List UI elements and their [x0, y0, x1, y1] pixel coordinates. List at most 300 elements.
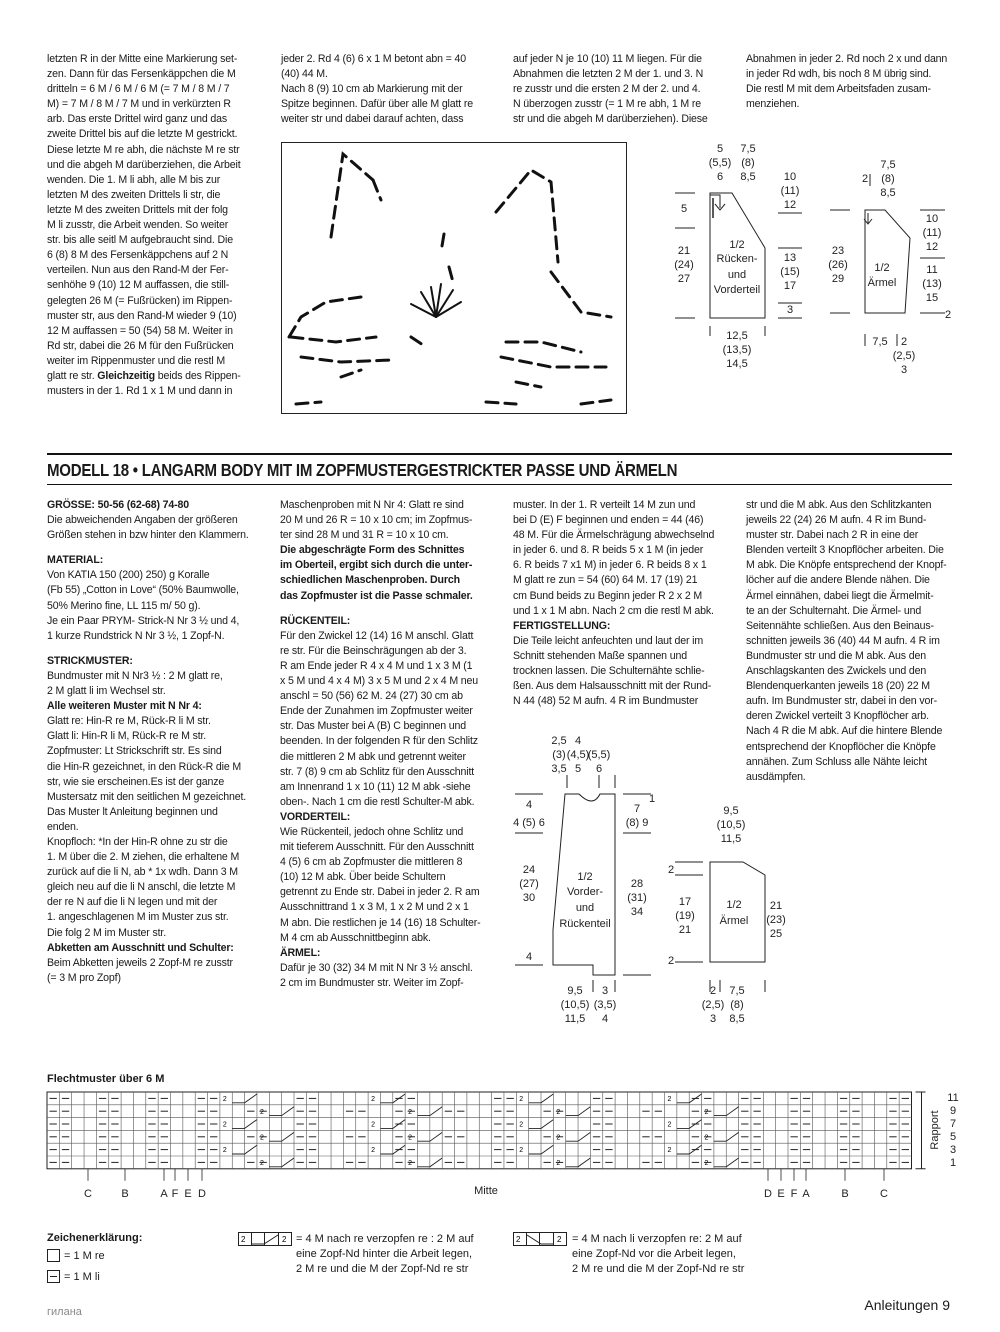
text-fragment: beids des Rippen-: [157, 369, 241, 382]
cable-left-mark-2: 2: [557, 1235, 562, 1244]
text-line: cm Bund beids zu Beginn jeder R 2 x 2 M: [513, 589, 703, 602]
ss-top-3: 11,5: [720, 833, 742, 845]
text-line: senhöhe 9 (10) 12 M auffassen, die still-: [47, 279, 230, 292]
sleeve-label-2: Ärmel: [867, 277, 897, 289]
sleeve-right-mid-2: (13): [922, 278, 942, 290]
sleeve-bottom2-2: (2,5): [892, 350, 916, 362]
bs-neck-small: 1: [648, 793, 656, 805]
text-line: musters in der 1. Rd 1 x 1 M und dann in: [47, 385, 233, 398]
knitting-chart: [45, 1090, 965, 1205]
top-col-3: [513, 52, 718, 127]
body-left-2: (24): [674, 259, 694, 271]
sleeve-left-3: 29: [831, 273, 845, 285]
body-left-3: 27: [677, 273, 691, 285]
text-line: str, wie sie erscheinen.Es ist der ganze: [47, 775, 225, 788]
text-line: glatt re str. Gleichzeitig beids des Rippen-: [47, 369, 241, 382]
cat-face-illustration: [281, 142, 627, 414]
label-C-right: C: [880, 1188, 888, 1200]
text-line: Die abgeschrägte Form des Schnittes: [280, 544, 465, 557]
bs-left-1: 24: [522, 864, 536, 876]
text-line: Die Teile leicht anfeuchten und laut der im: [513, 634, 704, 647]
text-line: ßen. Aus dem Halsausschnitt mit der Rund-: [513, 680, 712, 693]
text-line: (Fb 55) „Cotton in Love“ (50% Baumwolle,: [47, 584, 239, 597]
cable-right-symbol-icon: [238, 1232, 292, 1246]
text-line: 2 cm im Bundmuster str. Weiter im Zopf-: [280, 976, 464, 989]
bs-label-2: Vorder-: [566, 886, 604, 898]
text-line: oben-. Nach 1 cm die restl Schulter-M abk.: [280, 795, 475, 808]
cable-left-line-1: = 4 M nach li verzopfen re: 2 M auf: [572, 1233, 742, 1245]
label-D-left: D: [198, 1188, 206, 1200]
sleeve-right-small: 2: [944, 309, 952, 321]
text-line: gleich neu auf die li N anschl, die letzte M: [47, 881, 236, 894]
cable-num: 2: [222, 1147, 227, 1155]
cable-num: 2: [667, 1121, 672, 1129]
text-line: 2 M glatt li im Wechsel str.: [47, 685, 166, 698]
sleeve-bottom2-1: 2: [900, 336, 908, 348]
text-line: str. 7 (8) 9 cm ab Schlitz für den Ausschnitt: [280, 765, 475, 778]
text-line: schnitten jeweils 36 (40) 44 M aufn. 4 R im: [746, 634, 940, 647]
legend-item-re: [47, 1249, 105, 1262]
text-line: Größen stehen in bzw hinter den Klammern.: [47, 529, 249, 542]
cable-left-mark-1: 2: [516, 1235, 521, 1244]
text-line: M 4 cm ab Ausschnittbeginn abk.: [280, 931, 431, 944]
cable-num: 2: [704, 1134, 709, 1142]
spacer: [47, 644, 254, 654]
cable-num: 2: [519, 1096, 524, 1103]
text-line: und 1 x 1 M abn. Nach 2 cm die restl M abk.: [513, 604, 714, 617]
signature: гилана: [47, 1306, 82, 1318]
ss-right-2: (23): [766, 914, 786, 926]
body-schematic: [505, 730, 805, 1025]
ss-small-top: 2: [667, 864, 675, 876]
text-line: str und die M abk. Aus den Schlitzkanten: [746, 499, 932, 511]
text-line: 1. M über die 2. M ziehen, die erhaltene M: [47, 851, 240, 864]
cable-num: 2: [519, 1147, 524, 1155]
bs-top-a-3: 3,5: [551, 763, 567, 775]
bs-bottom-b-1: 3: [601, 985, 609, 997]
bs-top-a-1: 2,5: [551, 735, 567, 747]
body-right-top-2: (11): [780, 185, 800, 197]
row-number-5: 5: [949, 1131, 957, 1143]
row-number-3: 3: [949, 1144, 957, 1156]
text-line: M li zusstr, die Arbeit wenden. So weiter: [47, 219, 229, 232]
cable-num: 2: [259, 1108, 264, 1116]
text-line: VORDERTEIL:: [280, 810, 351, 823]
cable-right-mark-2: 2: [282, 1235, 287, 1244]
text-line: in jeder Rd wdh, bis noch 8 M übrig sind.: [746, 68, 932, 81]
sleeve-label-1: 1/2: [874, 262, 890, 274]
ss-left-2: (19): [675, 910, 695, 922]
text-line: bei D (E) F beginnen und enden = 44 (46): [513, 514, 704, 527]
ss-bottom-a-1: 2: [709, 985, 717, 997]
text-line: (= 3 M pro Zopf): [47, 971, 121, 984]
ss-bottom-b-2: (8): [730, 999, 744, 1011]
label-B-right: B: [841, 1188, 849, 1200]
text-line: Bundmuster str und die M abk. Aus den: [746, 649, 926, 662]
s2-col-1: [47, 498, 254, 986]
body-label-1: 1/2: [729, 239, 745, 251]
cable-num: 2: [222, 1121, 227, 1129]
text-line: 12 M auffassen = 50 (54) 58 M. Weiter in: [47, 324, 233, 337]
text-line: MATERIAL:: [47, 554, 104, 567]
cable-num: 2: [408, 1134, 413, 1142]
spacer: [280, 604, 487, 614]
text-line: zen. Dann für das Fersenkäppchen die M: [47, 68, 236, 81]
text-line: Die abweichenden Angaben der größeren: [47, 514, 238, 527]
text-line: te an der Schulternaht. Die Ärmel- und: [746, 604, 922, 617]
text-line: zurück auf die li N, ab * 1x wdh. Dann 3 M: [47, 866, 238, 879]
text-line: Anschlagskanten des Zwickels und den: [746, 665, 927, 678]
label-D-right: D: [764, 1188, 772, 1200]
text-line: mit tieferem Ausschnitt. Für den Ausschnitt: [280, 841, 474, 854]
text-line: dritteln = 6 M / 6 M / 6 M (= 7 M / 8 M / 7: [47, 83, 230, 96]
text-line: weiter im Rippenmuster und die restl M: [47, 354, 225, 367]
body-right-small: 3: [786, 304, 794, 316]
text-line: enden.: [47, 820, 79, 833]
label-E-right: E: [777, 1188, 785, 1200]
bs-left-small-2: 4 (5) 6: [513, 817, 545, 829]
sleeve-top-1: 7,5: [880, 159, 896, 171]
cable-num: 2: [556, 1160, 561, 1167]
bs-left-small-1: 4: [525, 799, 533, 811]
legend-re-text: = 1 M re: [64, 1249, 105, 1262]
spacer: [47, 543, 254, 553]
top-col-1: [47, 52, 252, 399]
legend-cable-left-text: [572, 1232, 772, 1277]
text-line: 20 M und 26 R = 10 x 10 cm; im Zopfmus-: [280, 514, 473, 527]
bs-left-2: (27): [519, 878, 539, 890]
bs-left-bottom: 4: [525, 951, 533, 963]
label-B-left: B: [121, 1188, 129, 1200]
text-line: Von KATIA 150 (200) 250) g Koralle: [47, 569, 210, 582]
text-line: 1 kurze Rundstrick N Nr 3 ½, 1 Zopf-N.: [47, 629, 225, 642]
text-line: Die restl M mit dem Arbeitsfaden zusam-: [746, 83, 931, 96]
bold-word: Gleichzeitig: [94, 369, 158, 382]
text-line: Glatt re: Hin-R re M, Rück-R li M str.: [47, 715, 211, 728]
bs-label-1: 1/2: [577, 871, 593, 883]
ss-small-bottom: 2: [667, 955, 675, 967]
bs-label-3: und: [575, 902, 595, 914]
text-line: letzte M des zweiten Drittels mit der folg: [47, 203, 228, 216]
title-rule-bottom: [47, 484, 952, 485]
body-right-mid-3: 17: [783, 280, 797, 292]
text-line: Abketten am Ausschnitt und Schulter:: [47, 941, 234, 954]
text-line: Rd str, dabei die 26 M für den Fußrücken: [47, 339, 234, 352]
text-line: Nach 8 (9) 10 cm ab Markierung mit der: [281, 83, 463, 96]
text-line: das Zopfmuster ist die Passe schmaler.: [280, 589, 473, 602]
text-line: (40) 44 M.: [281, 68, 328, 81]
body-left-small: 5: [680, 203, 688, 215]
label-F-left: F: [171, 1188, 179, 1200]
text-line: Für den Zwickel 12 (14) 16 M anschl. Glatt: [280, 629, 474, 642]
rapport-bracket: [916, 1092, 926, 1169]
text-line: muster. In der 1. R verteilt 14 M zun und: [513, 499, 696, 511]
cable-num: 2: [259, 1160, 264, 1167]
sleeve-right-mid-1: 11: [926, 264, 938, 276]
text-line: annähen. Zum Schluss alle Nähte leicht: [746, 755, 927, 768]
text-line: getrennt zu Ende str. Dabei in jeder 2. R am: [280, 886, 480, 899]
ss-top-1: 9,5: [723, 805, 739, 817]
ss-bottom-b-1: 7,5: [729, 985, 745, 997]
ss-left-1: 17: [678, 896, 692, 908]
row-number-11: 11: [947, 1092, 959, 1104]
cable-right-mark-1: 2: [241, 1235, 246, 1244]
text-line: N 44 (48) 52 M aufn. 4 R im Bundmuster: [513, 695, 699, 708]
bs-right-3: 34: [630, 906, 644, 918]
sleeve-right-top-2: (11): [922, 227, 942, 239]
bs-top-c-2: 6: [595, 763, 603, 775]
cable-num: 2: [408, 1108, 413, 1116]
text-line: aufn. Im Bundmuster str, dabei in den vor-: [746, 695, 937, 708]
body-bottom-3: 14,5: [726, 358, 748, 370]
text-line: muster str. Dabei nach 2 R in eine der: [746, 529, 919, 542]
bs-neck-2: (8) 9: [625, 817, 649, 829]
legend-cable-right-text: [296, 1232, 496, 1277]
ss-bottom-b-3: 8,5: [729, 1013, 745, 1025]
cable-right-line-3: 2 M re und die M der Zopf-Nd re str: [296, 1263, 469, 1275]
text-line: die Hin-R gezeichnet, in den Rück-R die M: [47, 760, 242, 773]
title-rule-top: [47, 453, 952, 455]
text-line: muster str, aus den Rand-M wieder 9 (10): [47, 309, 237, 322]
text-line: 4 (5) 6 cm ab Zopfmuster die mittleren 8: [280, 856, 463, 869]
cable-left-symbol-icon: [513, 1232, 567, 1246]
sleeve-left-2: (26): [828, 259, 848, 271]
cable-num: 2: [556, 1108, 561, 1116]
row-number-7: 7: [949, 1118, 957, 1130]
text-line: str und die abgeh M darüberziehen). Diese: [513, 113, 708, 126]
label-E-left: E: [184, 1188, 192, 1200]
body-bottom-2: (13,5): [722, 344, 752, 356]
text-line: Mustersatz mit den seitlichen M gezeichnet.: [47, 790, 247, 803]
body-right-top-1: 10: [783, 171, 797, 183]
sleeve-right-mid-3: 15: [925, 292, 939, 304]
text-line: Ausschnittrand 1 x 3 M, 1 x 2 M und 2 x 1: [280, 901, 469, 914]
text-line: Abnahmen in jeder 2. Rd noch 2 x und dann: [746, 53, 948, 65]
sleeve-left-1: 23: [831, 245, 845, 257]
sleeve-top-small: 2: [861, 173, 869, 185]
text-line: GRÖSSE: 50-56 (62-68) 74-80: [47, 499, 189, 511]
text-line: trocknen lassen. Die Schulternähte schlie-: [513, 665, 705, 678]
ss-label-2: Ärmel: [719, 915, 749, 927]
text-line: str. bis alle seitl M aufgebraucht sind. Die: [47, 234, 233, 247]
top-schematic: [670, 138, 955, 378]
text-line: Maschenproben mit N Nr 4: Glatt re sind: [280, 499, 464, 511]
text-line: (10) 12 M abk. Über beide Schultern: [280, 871, 446, 884]
cable-num: 2: [222, 1096, 227, 1103]
bs-bottom-a-1: 9,5: [567, 985, 583, 997]
text-line: Zopfmuster: Lt Strickschrift str. Es sind: [47, 745, 222, 758]
text-line: der re N auf die li N legen und mit der: [47, 896, 218, 909]
cable-num: 2: [667, 1147, 672, 1155]
text-line: weiter str und dabei darauf achten, dass: [281, 113, 464, 126]
text-line: letzten M des zweiten Drittels li str, die: [47, 188, 221, 201]
s2-col-2: [280, 498, 487, 991]
text-line: Die folg 2 M im Muster str.: [47, 926, 166, 939]
text-line: auf jeder N je 10 (10) 11 M liegen. Für die: [513, 53, 702, 65]
sleeve-right-top-1: 10: [925, 213, 939, 225]
text-line: M abk. Die Knöpfe entsprechend der Knopf-: [746, 559, 947, 572]
sleeve-top-3: 8,5: [880, 187, 896, 199]
s2-col-3: [513, 498, 720, 709]
text-line: menziehen.: [746, 98, 800, 111]
row-number-9: 9: [949, 1105, 957, 1117]
cable-num: 2: [519, 1121, 524, 1129]
text-line: Spitze beginnen. Dafür über alle M glatt re: [281, 98, 474, 111]
bs-right-1: 28: [630, 878, 644, 890]
text-line: Knopfloch: *In der Hin-R ohne zu str die: [47, 835, 228, 848]
cable-left-line-2: eine Zopf-Nd vor die Arbeit legen,: [572, 1248, 736, 1260]
text-line: Je ein Paar PRYM- Strick-N Nr 3 ½ und 4,: [47, 614, 240, 627]
text-line: 1. angeschlagenen M im Muster zus str.: [47, 911, 229, 924]
sleeve-bottom2-3: 3: [900, 364, 908, 376]
bs-top-b-2: (4,5): [566, 749, 590, 761]
text-line: str. Das Muster bei A (B) C beginnen und: [280, 720, 466, 733]
text-line: Diese letzte M re abh, die nächste M re str: [47, 143, 240, 156]
text-line: anschl = 50 (56) 62 M. 24 (27) 30 cm ab: [280, 690, 463, 703]
cable-right-line-1: = 4 M nach re verzopfen re : 2 M auf: [296, 1233, 474, 1245]
text-line: gelegten 26 M (= Fußrücken) im Rippen-: [47, 294, 233, 307]
text-line: verteilen. Nun aus den Rand-M der Fer-: [47, 264, 229, 277]
body-left-1: 21: [677, 245, 691, 257]
body-top-3: 6: [716, 171, 724, 183]
label-C-left: C: [84, 1188, 92, 1200]
text-line: Wie Rückenteil, jedoch ohne Schlitz und: [280, 825, 464, 838]
text-line: arb. Das erste Drittel wird ganz und das: [47, 113, 228, 126]
text-line: ausdämpfen.: [746, 770, 806, 783]
cable-num: 2: [371, 1096, 376, 1103]
text-line: und die abgeh M darüberziehen, die Arbeit: [47, 158, 241, 171]
text-line: löcher auf die andere Blende nähen. Die: [746, 574, 930, 587]
text-line: jeweils 22 (24) 26 M aufn. 4 R im Bund-: [746, 514, 927, 527]
cable-left-line-3: 2 M re und die M der Zopf-Nd re str: [572, 1263, 745, 1275]
row-number-1: 1: [949, 1157, 957, 1169]
text-line: RÜCKENTEIL:: [280, 614, 351, 627]
text-line: Bundmuster mit N Nr3 ½ : 2 M glatt re,: [47, 669, 223, 682]
bs-right-2: (31): [627, 892, 647, 904]
ss-right-3: 25: [769, 928, 783, 940]
text-line: wenden. Die 1. M li abh, alle M bis zur: [47, 173, 221, 186]
text-line: STRICKMUSTER:: [47, 654, 133, 667]
text-line: FERTIGSTELLUNG:: [513, 619, 611, 632]
label-F-right: F: [790, 1188, 798, 1200]
bs-bottom-a-3: 11,5: [564, 1013, 586, 1025]
bs-top-b-1: 4: [574, 735, 582, 747]
bs-top-c-1: (5,5): [587, 749, 611, 761]
body-top2-3: 8,5: [740, 171, 756, 183]
text-line: Das Muster lt Anleitung beginnen und: [47, 805, 218, 818]
bs-left-3: 30: [522, 892, 536, 904]
text-line: Glatt li: Hin-R li M, Rück-R re M str.: [47, 730, 207, 743]
text-line: Seitennähte schließen. Aus den Beinaus-: [746, 619, 934, 632]
cable-num: 2: [371, 1147, 376, 1155]
text-line: re zusstr und die ersten 2 M der 2. und 4.: [513, 83, 701, 96]
text-line: Ende der Zunahmen im Zopfmuster weiter: [280, 705, 473, 718]
text-line: Abnahmen die letzten 2 M der 1. und 3. N: [513, 68, 704, 81]
page-label: Anleitungen 9: [864, 1297, 950, 1313]
knit-stitch-symbol-icon: [47, 1249, 60, 1262]
cable-right-line-2: eine Zopf-Nd hinter die Arbeit legen,: [296, 1248, 473, 1260]
text-line: Blenden verteilt 3 Knopflöcher arbeiten. Die: [746, 544, 944, 557]
legend-li-text: = 1 M li: [64, 1270, 100, 1283]
body-right-mid-2: (15): [780, 266, 800, 278]
bs-top-b-3: 5: [574, 763, 582, 775]
sleeve-top-2: (8): [881, 173, 895, 185]
text-line: 48 M. Für die Ärmelschrägung abwechselnd: [513, 529, 715, 542]
text-line: M abn. Die restlichen je 14 (16) 18 Schulter-: [280, 916, 481, 929]
text-line: Ärmel einnähen, dabei liegt die Ärmelmit-: [746, 589, 934, 602]
text-line: N überzogen zusstr (= 1 M re abh, 1 M re: [513, 98, 702, 111]
text-line: im Oberteil, ergibt sich durch die unter-: [280, 559, 473, 572]
ss-label-1: 1/2: [726, 899, 742, 911]
body-right-top-3: 12: [783, 199, 797, 211]
bs-bottom-a-2: (10,5): [560, 999, 590, 1011]
body-right-mid-1: 13: [783, 252, 797, 264]
ss-bottom-a-3: 3: [709, 1013, 717, 1025]
text-line: Dafür je 30 (32) 34 M mit N Nr 3 ½ anschl.: [280, 961, 473, 974]
legend-title: Zeichenerklärung:: [47, 1232, 143, 1244]
text-line: x 5 M und 4 x 4 M) 3 x 5 M und 2 x 4 M neu: [280, 675, 479, 688]
bs-bottom-b-3: 4: [601, 1013, 609, 1025]
text-line: Alle weiteren Muster mit N Nr 4:: [47, 700, 202, 713]
text-line: zweite Drittel bis auf die letzte M gestrickt.: [47, 128, 238, 141]
body-top2-1: 7,5: [740, 143, 756, 155]
text-line: 6. R beids 7 x1 M) in jeder 6. R beids 8 x 1: [513, 559, 707, 572]
text-line: entsprechend der Knopflöcher die Knöpfe: [746, 740, 936, 753]
cable-num: 2: [371, 1121, 376, 1129]
text-line: die mittleren 2 M abk und getrennt weiter: [280, 750, 466, 763]
label-A-left: A: [160, 1188, 168, 1200]
legend-item-li: [47, 1270, 100, 1283]
purl-stitch-symbol-icon: [47, 1270, 60, 1283]
text-line: Schnitt stehenden Maße spannen und: [513, 649, 687, 662]
body-label-3: und: [727, 269, 747, 281]
label-A-right: A: [802, 1188, 810, 1200]
text-line: ter sind 28 M und 31 R = 10 x 10 cm.: [280, 529, 449, 542]
top-col-1-lines: [47, 52, 252, 399]
text-line: M glatt re zun = 54 (60) 64 M. 17 (19) 21: [513, 574, 698, 587]
text-line: letzten R in der Mitte eine Markierung set-: [47, 53, 238, 65]
body-top-1: 5: [716, 143, 724, 155]
body-label-4: Vorderteil: [713, 284, 761, 296]
text-line: beenden. In der folgenden R für den Schlitz: [280, 735, 478, 748]
model-title: MODELL 18 • LANGARM BODY MIT IM ZOPFMUSTERGESTRICKTER PASSE UND ÄRMELN: [47, 460, 678, 480]
body-top2-2: (8): [741, 157, 755, 169]
cable-num: 2: [556, 1134, 561, 1142]
text-line: Nach 4 R die M abk. Auf die hintere Blende: [746, 725, 943, 738]
text-line: re str. Für die Beinschrägungen ab der 3.: [280, 644, 467, 657]
cable-num: 2: [259, 1134, 264, 1142]
text-line: 50% Merino fine, LL 115 m/ 50 g).: [47, 599, 201, 612]
text-line: 6 (8) 8 M des Fersenkäppchens auf 2 N: [47, 249, 229, 262]
cable-num: 2: [704, 1160, 709, 1167]
body-label-2: Rücken-: [716, 253, 758, 265]
bs-bottom-b-2: (3,5): [593, 999, 617, 1011]
cable-num: 2: [667, 1096, 672, 1103]
sleeve-right-top-3: 12: [925, 241, 939, 253]
text-line: Beim Abketten jeweils 2 Zopf-M re zusstr: [47, 956, 233, 969]
text-line: deren Zwickel verteilt 3 Knopflöcher arb.: [746, 710, 929, 723]
text-line: schiedlichen Maschenproben. Durch: [280, 574, 460, 587]
label-mitte: Mitte: [474, 1185, 498, 1197]
bs-label-4: Rückenteil: [559, 918, 611, 930]
cable-num: 2: [408, 1160, 413, 1167]
text-line: jeder 2. Rd 4 (6) 6 x 1 M betont abn = 40: [281, 53, 466, 65]
body-bottom-1: 12,5: [726, 330, 748, 342]
text-line: am Innenrand 1 x 10 (11) 12 M abk -siehe: [280, 780, 471, 793]
ss-bottom-a-2: (2,5): [701, 999, 725, 1011]
rapport-label: Rapport: [929, 1110, 941, 1150]
top-col-4: [746, 52, 951, 112]
